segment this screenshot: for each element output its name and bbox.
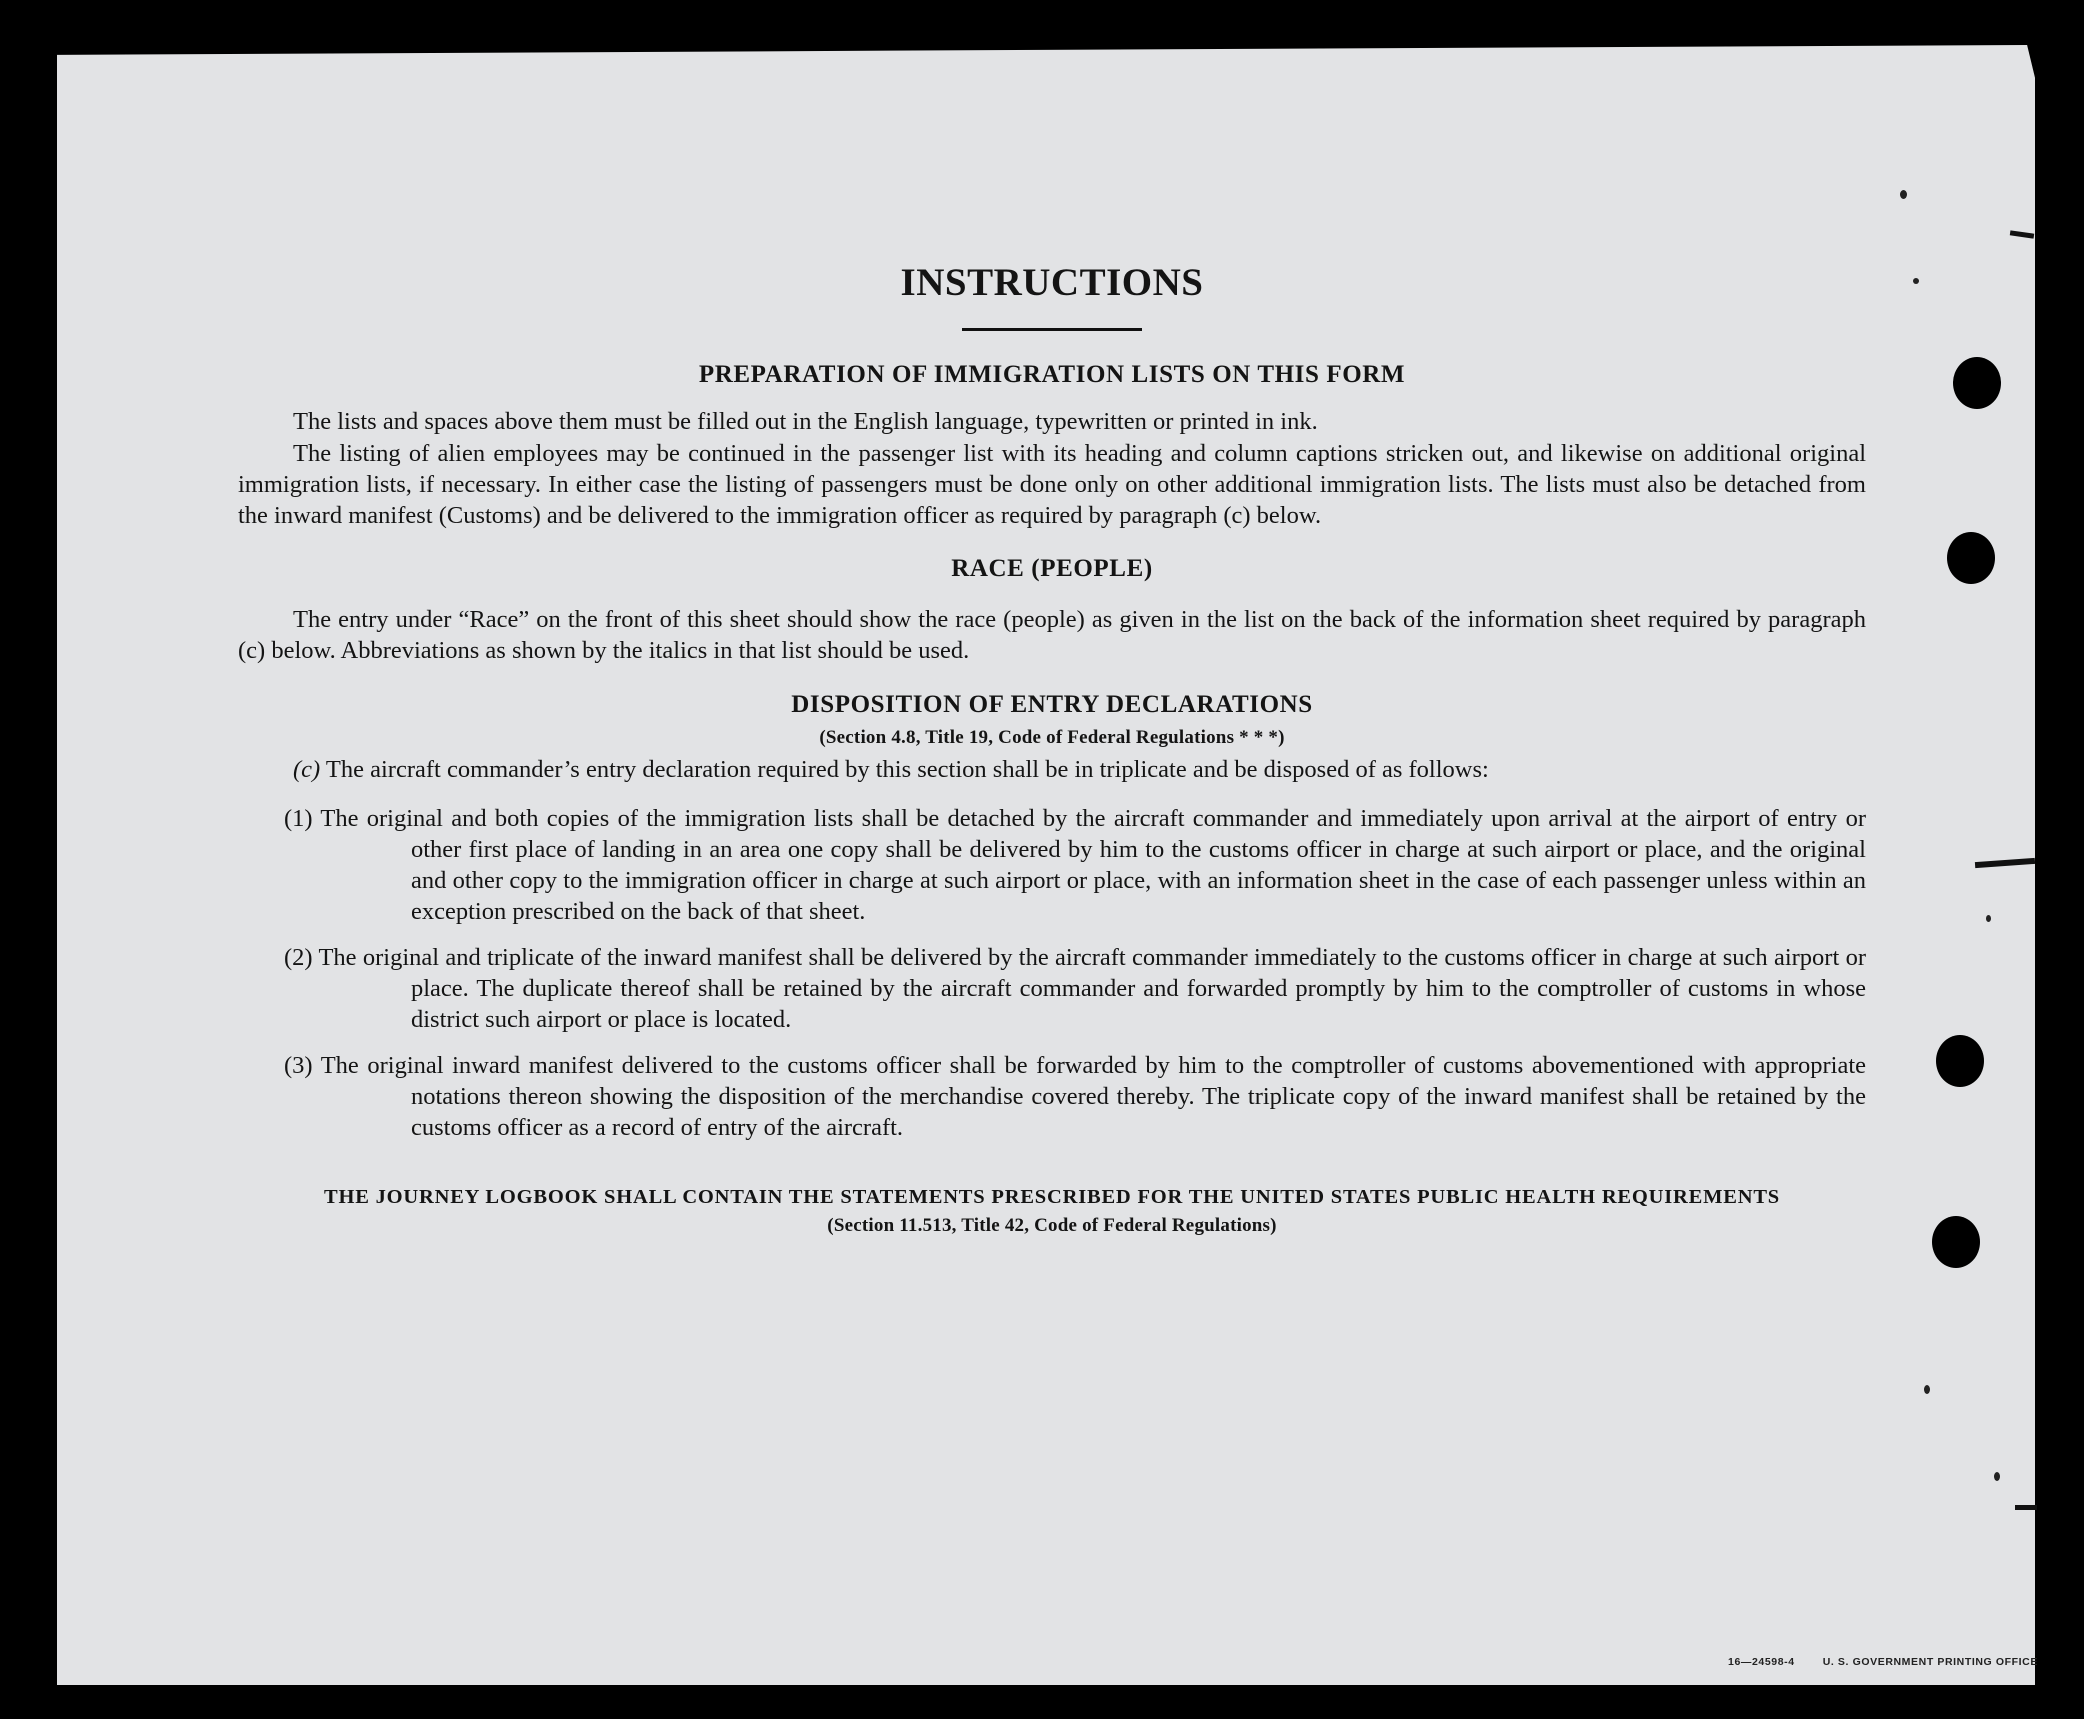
item-text: The original inward manifest delivered to the customs officer shall be forwarded by him to the comptroller of customs abovementioned with appropriate notations thereon showing the disposition of the merchandise covered thereby. The triplicate copy of the inward manifest shall be retained by the customs officer as a record of entry of the aircraft.: [320, 1052, 1867, 1141]
punch-hole-icon: [1936, 1035, 1984, 1087]
race-heading: RACE (PEOPLE): [951, 555, 1153, 582]
preparation-heading: PREPARATION OF IMMIGRATION LISTS ON THIS FORM: [698, 361, 1406, 388]
instructions-document: [238, 250, 2038, 1668]
form-number: 16—24598-4: [1728, 1656, 1795, 1668]
printing-office-mark: [1728, 1647, 2038, 1678]
punch-hole-icon: [1932, 1216, 1980, 1268]
ink-speck: [1994, 1472, 2000, 1481]
disposition-heading: DISPOSITION OF ENTRY DECLARATIONS: [791, 691, 1313, 718]
item-text: The original and triplicate of the inward manifest shall be delivered by the aircraft commander immediately to the customs officer in charge at such airport or place. The duplicate thereof shall be retained by the aircraft commander and forwarded promptly by him to the comptroller of customs in whose district such airport or place is located.: [318, 944, 1866, 1033]
ink-speck: [1924, 1385, 1930, 1394]
preparation-paragraph-1: The lists and spaces above them must be filled out in the English language, typewritten or printed in ink.: [293, 408, 1318, 435]
item-text: The original and both copies of the immigration lists shall be detached by the aircraft commander and immediately upon arrival at the airport of entry or other first place of landing in an area one copy shall be delivered by him to the customs officer in charge at such airport or place, and the original and other copy to the immigration officer in charge at such airport or place, with an information sheet in the case of each passenger unless within an exception prescribed on the back of that sheet.: [320, 805, 1866, 925]
disposition-item-3: [238, 1050, 1866, 1143]
disposition-item-2: [238, 942, 1866, 1035]
printer-name: U. S. GOVERNMENT PRINTING OFFICE: [1822, 1656, 2038, 1668]
ink-speck: [1986, 915, 1991, 922]
logbook-statement: THE JOURNEY LOGBOOK SHALL CONTAIN THE STATEMENTS PRESCRIBED FOR THE UNITED STATES PUBLIC HEALTH REQUIREMENTS: [323, 1186, 1781, 1208]
race-paragraph: The entry under “Race” on the front of this sheet should show the race (people) as given in the list on the back of the information sheet required by paragraph (c) below. Abbreviations as shown by the italics in that list should be used.: [238, 606, 1866, 664]
item-number: (2): [284, 944, 313, 971]
item-number: (1): [284, 805, 313, 832]
item-number: (3): [284, 1052, 313, 1079]
title-underline: [962, 328, 1142, 331]
punch-hole-icon: [1953, 357, 2001, 409]
intro-text: The aircraft commander’s entry declaration required by this section shall be in triplicate and be disposed of as follows:: [325, 756, 1489, 783]
ink-speck: [1913, 278, 1919, 284]
disposition-intro: [238, 754, 1866, 785]
preparation-paragraph-2: The listing of alien employees may be continued in the passenger list with its heading and column captions stricken out, and likewise on additional original immigration lists, if necessary. In either case the listing of passengers must be done only on other additional immigration lists. The lists must also be detached from the inward manifest (Customs) and be delivered to the immigration officer as required by paragraph (c) below.: [238, 440, 1866, 529]
disposition-citation: (Section 4.8, Title 19, Code of Federal Regulations * * *): [819, 727, 1285, 748]
perforation-line: [97, 1693, 1997, 1696]
punch-hole-icon: [1947, 532, 1995, 584]
edge-tear-mark: [2015, 1505, 2037, 1510]
ink-speck: [1900, 190, 1907, 199]
document-title: INSTRUCTIONS: [900, 261, 1204, 304]
logbook-citation: (Section 11.513, Title 42, Code of Federal Regulations): [827, 1215, 1277, 1236]
disposition-item-1: [238, 803, 1866, 927]
intro-label: (c): [293, 756, 321, 783]
